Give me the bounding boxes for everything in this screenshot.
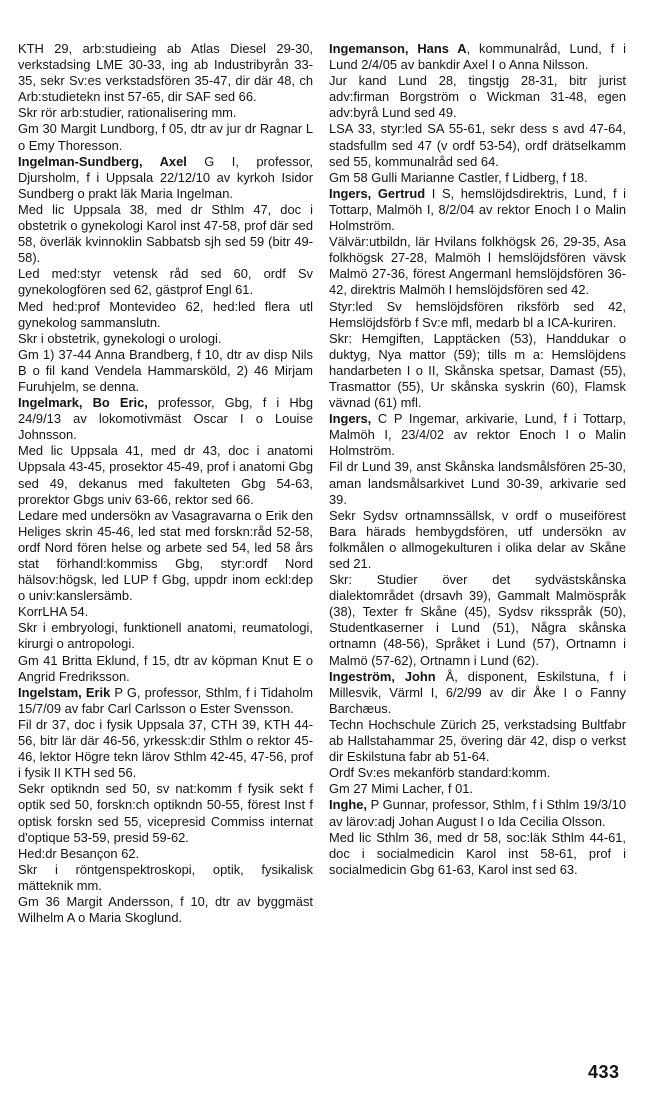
entry-paragraph: [329, 830, 626, 878]
entry-paragraph: [329, 73, 626, 121]
entry-text: Skr: Studier över det sydvästskånska dialektområdet (drsavh 39), Gammalt Malmöspråk (38), Texter fr Skåne (45), Sydsv riksspråk (50), Studentkaserner i Lund (51), Några skånska ortnamn (48-56), Språket i Lund (57), Ortnamn i Malmö (57-62), Ortnamn i Lund (62).: [329, 572, 626, 668]
entry-paragraph: [329, 186, 626, 234]
entry-paragraph: [18, 395, 313, 443]
entry-paragraph: [18, 202, 313, 266]
entry-paragraph: [329, 121, 626, 169]
entry-paragraph: [329, 459, 626, 507]
entry-paragraph: [329, 170, 626, 186]
entry-text: Gm 1) 37-44 Anna Brandberg, f 10, dtr av disp Nils B o fil kand Vendela Hammarsköld, 2) 46 Mirjam Furuhjelm, se denna.: [18, 346, 313, 394]
entry-paragraph: [329, 717, 626, 765]
page-number: 433: [588, 1062, 620, 1082]
entry-paragraph: [18, 894, 313, 926]
entry-text: Med lic Sthlm 36, med dr 58, soc:läk Sthlm 44-61, doc i socialmedicin Karol inst 58-61, prof i socialmedicin Gbg 61-63, Karol inst sed 63.: [329, 829, 626, 877]
entry-paragraph: [329, 669, 626, 717]
entry-name: Inghe,: [329, 797, 367, 813]
entry-text: , kommunalråd, Lund, f i Lund 2/4/05 av bankdir Axel I o Anna Nilsson.: [329, 41, 626, 73]
entry-text: Välvär:utbildn, lär Hvilans folkhögsk 26, 29-35, Asa folkhögsk 27-28, Malmöh l hemslöjdsfören vävsk Malmö 27-36, förest Angermanl hemslöjdsfören 36-42, direktris Malmöh I hemslöjdsfören sed 42.: [329, 234, 626, 298]
entry-text: Ledare med undersökn av Vasagravarna o Erik den Heliges skrin 45-46, led stat med forskn:råd 52-58, ordf Nord fören helse og arbete sed 54, led 58 års stat förhandl:kommiss Gbg, styr:ordf Nord hälsov:högsk, led LUP f Gbg, uppdr inom eckl:dep o univ:kanslersämb.: [18, 507, 313, 604]
entry-text: KorrLHA 54.: [18, 604, 89, 620]
entry-name: Ingelstam, Erik: [18, 684, 111, 700]
entry-text: Gm 30 Margit Lundborg, f 05, dtr av jur dr Ragnar L o Emy Thoresson.: [18, 121, 313, 153]
entry-text: Med lic Uppsala 41, med dr 43, doc i anatomi Uppsala 43-45, prosektor 45-49, prof i anatomi Gbg sed 49, dekanus med fakulteten Gbg 54-63, prorektor Gbgs univ 63-66, rektor sed 66.: [18, 443, 313, 507]
entry-paragraph: [18, 604, 313, 620]
entry-text: Skr rör arb:studier, rationalisering mm.: [18, 105, 237, 121]
entry-text: Skr i röntgenspektroskopi, optik, fysikalisk mätteknik mm.: [18, 861, 313, 893]
entry-paragraph: [18, 105, 313, 121]
entry-paragraph: [329, 765, 626, 781]
entry-text: Skr i obstetrik, gynekologi o urologi.: [18, 330, 222, 346]
left-column: [18, 41, 313, 926]
entry-text: Med lic Uppsala 38, med dr Sthlm 47, doc i obstetrik o gynekologi Karol inst 47-58, prof där sed 58, överläk kvinnoklin Sabbatsb sjh sed 59 (bitr 49-58).: [18, 201, 313, 266]
entry-paragraph: [329, 411, 626, 459]
entry-text: LSA 33, styr:led SA 55-61, sekr dess s avd 47-64, stadsfullm sed 47 (v ordf 53-54), ordf drätselkamm sed 55, kommunalråd sed 64.: [329, 121, 626, 169]
entry-text: Led med:styr vetensk råd sed 60, ordf Sv gynekologfören sed 62, gästprof Engl 61.: [18, 266, 313, 298]
entry-paragraph: [329, 299, 626, 331]
entry-paragraph: [329, 781, 626, 797]
entry-paragraph: [18, 653, 313, 685]
entry-paragraph: [18, 846, 313, 862]
entry-text: Fil dr 37, doc i fysik Uppsala 37, CTH 39, KTH 44-56, bitr lär där 46-56, yrkessk:dir Sthlm o rektor 45-46, lektor Högre tekn lärov Sthlm 42-45, 47-56, prof i fysik II KTH sed 56.: [18, 716, 313, 781]
entry-name: Ingemanson, Hans A: [329, 41, 467, 56]
entry-text: Gm 41 Britta Eklund, f 15, dtr av köpman Knut E o Angrid Fredriksson.: [18, 652, 313, 684]
entry-text: Ordf Sv:es mekanförb standard:komm.: [329, 765, 551, 781]
entry-text: I S, hemslöjdsdirektris, Lund, f i Tottarp, Malmöh I, 8/2/04 av rektor Enoch I o Malin Holmström.: [329, 185, 626, 234]
entry-paragraph: [18, 443, 313, 507]
entry-name: Ingers,: [329, 411, 372, 427]
entry-paragraph: [18, 299, 313, 331]
entry-text: Med hed:prof Montevideo 62, hed:led flera utl gynekolog sammanslutn.: [18, 298, 313, 330]
entry-paragraph: [18, 508, 313, 605]
entry-text: Fil dr Lund 39, anst Skånska landsmålsfören 25-30, aman landsmålsarkivet Lund 30-39, arkivarie sed 39.: [329, 459, 626, 507]
entry-name: Ingelman-Sundberg, Axel: [18, 153, 187, 169]
entry-name: Ingers, Gertrud: [329, 185, 426, 201]
entry-text: professor, Gbg, f i Hbg 24/9/13 av lokomotivmäst Oscar I o Louise Johnsson.: [18, 395, 313, 443]
entry-paragraph: [329, 331, 626, 411]
entry-name: Ingelmark, Bo Eric,: [18, 395, 148, 411]
entry-text: Gm 27 Mimi Lacher, f 01.: [329, 781, 473, 797]
entry-text: Gm 58 Gulli Marianne Castler, f Lidberg, f 18.: [329, 169, 588, 185]
entry-paragraph: [18, 717, 313, 781]
entry-text: KTH 29, arb:studieing ab Atlas Diesel 29-30, verkstadsing LME 30-33, ing ab Industribyrån 33-35, sekr Sv:es verkstadsfören 35-47, dir där 48, ch Arb:studietekn inst 57-65, dir SAF sed 66.: [18, 41, 313, 105]
entry-paragraph: [18, 331, 313, 347]
entry-text: Techn Hochschule Zürich 25, verkstadsing Bultfabr ab Hallstahammar 25, övering där 42, disp o verkst dir Eskilstuna fabr ab 51-64.: [329, 716, 626, 765]
entry-text: Jur kand Lund 28, tingstjg 28-31, bitr jurist adv:firman Borgström o Wickman 31-48, egen adv:byrå Lund sed 49.: [329, 73, 626, 121]
entry-name: Ingeström, John: [329, 668, 436, 684]
entry-paragraph: [18, 781, 313, 845]
entry-text: Skr i embryologi, funktionell anatomi, reumatologi, kirurgi o antropologi.: [18, 620, 313, 652]
entry-paragraph: [18, 154, 313, 202]
entry-paragraph: [329, 234, 626, 298]
entry-paragraph: [18, 266, 313, 298]
entry-text: Hed:dr Besançon 62.: [18, 845, 140, 861]
entry-paragraph: [18, 685, 313, 717]
entry-paragraph: [329, 41, 626, 73]
entry-text: C P Ingemar, arkivarie, Lund, f i Tottarp, Malmöh I, 23/4/02 av rektor Enoch I o Malin Holmström.: [329, 411, 626, 459]
entry-text: Sekr optikndn sed 50, sv nat:komm f fysik sekt f optik sed 50, forskn:ch optikndn 50-55, förest Inst f optisk forskn sed 55, vicepresid Commiss internat d'optique 53-59, presid 59-62.: [18, 781, 313, 845]
entry-text: Skr: Hemgiften, Lapptäcken (53), Handdukar o duktyg, Nya mattor (59); tills m a: Hemslöjdens handarbeten I o II, Skånska spetsar, Damast (55), Trasmattor (55), Ur skånska syskrin (60), Flamsk vävnad (61) mfl.: [329, 330, 626, 411]
entry-paragraph: [18, 862, 313, 894]
right-column: [329, 41, 626, 878]
entry-text: Styr:led Sv hemslöjdsfören riksförb sed 42, Hemslöjdsförb f Sv:e mfl, medarb bl a ICA-kuriren.: [329, 298, 626, 330]
entry-text: P G, professor, Sthlm, f i Tidaholm 15/7/09 av fabr Carl Carlsson o Ester Svensson.: [18, 684, 313, 716]
entry-paragraph: [329, 572, 626, 669]
entry-text: Å, disponent, Eskilstuna, f i Millesvik, Värml I, 6/2/99 av dir Åke I o Fanny Barchæus.: [329, 668, 626, 716]
entry-text: Sekr Sydsv ortnamnssällsk, v ordf o museiförest Bara härads hembygdsfören, utf undersökn av folkmålen o allmogekulturen i olika delar av Skåne sed 21.: [329, 507, 626, 571]
entry-text: P Gunnar, professor, Sthlm, f i Sthlm 19/3/10 av lärov:adj Johan August I o Ida Cecilia Olsson.: [329, 797, 626, 829]
entry-paragraph: [18, 620, 313, 652]
entry-paragraph: [329, 508, 626, 572]
entry-paragraph: [329, 797, 626, 829]
entry-paragraph: [18, 41, 313, 105]
entry-text: Gm 36 Margit Andersson, f 10, dtr av byggmäst Wilhelm A o Maria Skoglund.: [18, 893, 313, 926]
entry-text: G I, professor, Djursholm, f i Uppsala 22/12/10 av kyrkoh Isidor Sundberg o prakt läk Maria Ingelman.: [18, 153, 313, 201]
entry-paragraph: [18, 121, 313, 153]
entry-paragraph: [18, 347, 313, 395]
